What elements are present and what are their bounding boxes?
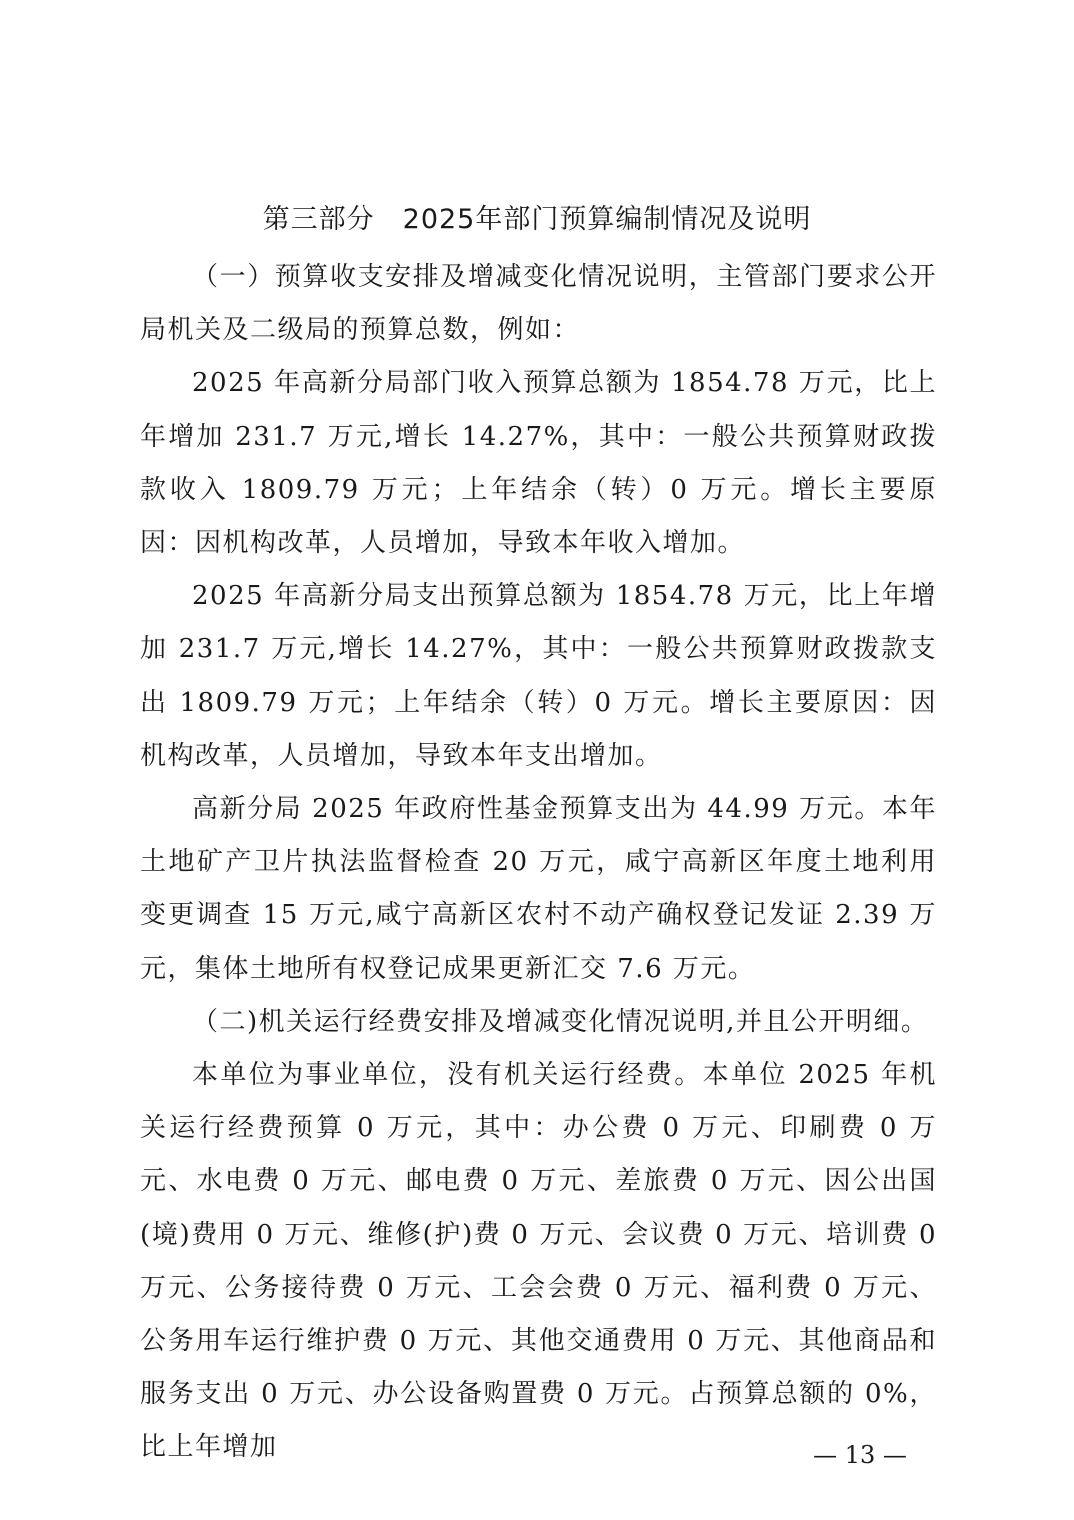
paragraph-expenditure-budget: 2025 年高新分局支出预算总额为 1854.78 万元，比上年增加 231.7 万元,增长 14.27%，其中：一般公共预算财政拨款支出 1809.79 万元；上年结余（转）0 万元。增长主要原因：因机构改革，人员增加，导致本年支出增加。 xyxy=(140,581,937,771)
subheading-budget-revenue-expenditure: （一）预算收支安排及增减变化情况说明，主管部门要求公开局机关及二级局的预算总数，例如： xyxy=(140,262,937,346)
page-number: — 13 — xyxy=(813,1441,907,1469)
subheading-operating-expenses: （二)机关运行经费安排及增减变化情况说明,并且公开明细。 xyxy=(192,1006,929,1037)
body-text xyxy=(140,251,937,1475)
paragraph-operating-expenses: 本单位为事业单位，没有机关运行经费。本单位 2025 年机关运行经费预算 0 万元，其中：办公费 0 万元、印刷费 0 万元、水电费 0 万元、邮电费 0 万元、差旅费 0 万元、因公出国(境)费用 0 万元、维修(护)费 0 万元、会议费 0 万元、培训费 0 万元、公务接待费 0 万元、工会会费 0 万元、福利费 0 万元、公务用车运行维护费 0 万元、其他交通费用 0 万元、其他商品和服务支出 0 万元、办公设备购置费 0 万元。占预算总额的 0%，比上年增加 xyxy=(140,1060,937,1463)
paragraph-revenue-budget: 2025 年高新分局部门收入预算总额为 1854.78 万元，比上年增加 231.7 万元,增长 14.27%，其中：一般公共预算财政拨款收入 1809.79 万元；上年结余（转）0 万元。增长主要原因：因机构改革，人员增加，导致本年收入增加。 xyxy=(140,368,937,559)
section-title: 第三部分 2025年部门预算编制情况及说明 xyxy=(262,204,812,235)
paragraph-government-fund: 高新分局 2025 年政府性基金预算支出为 44.99 万元。本年土地矿产卫片执法监督检查 20 万元，咸宁高新区年度土地利用变更调查 15 万元,咸宁高新区农村不动产确权登记发证 2.39 万元，集体土地所有权登记成果更新汇交 7.6 万元。 xyxy=(140,794,937,984)
